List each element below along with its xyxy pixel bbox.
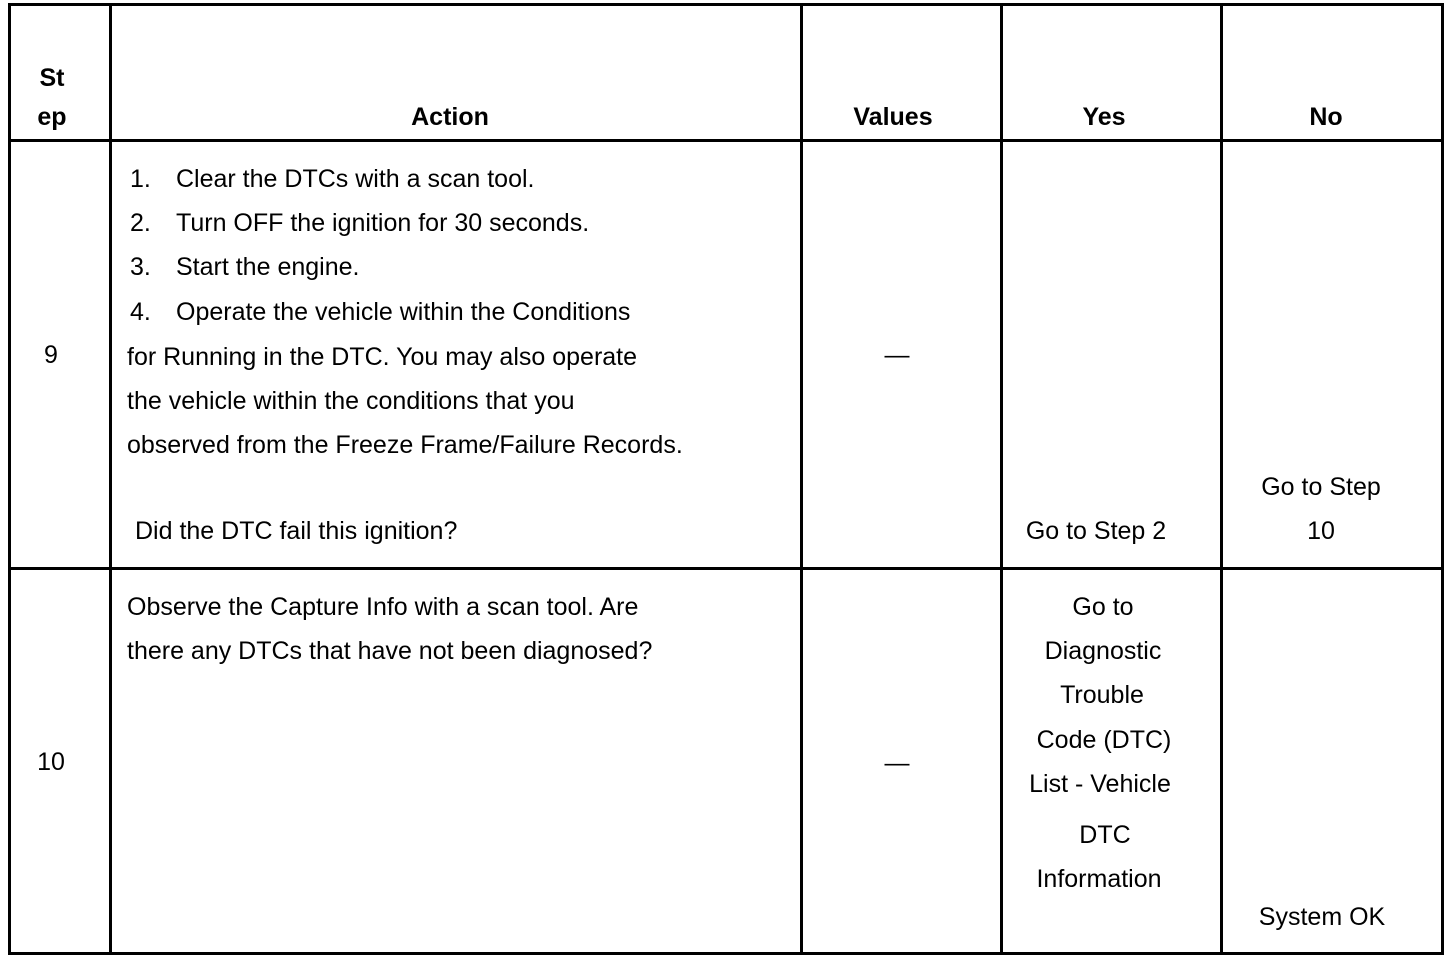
action-list-text: Clear the DTCs with a scan tool. xyxy=(176,165,535,193)
table-border-bottom xyxy=(8,952,1444,955)
no-cell: System OK xyxy=(1258,903,1386,931)
action-list-number: 1. xyxy=(130,165,151,193)
column-divider-step-action xyxy=(109,3,112,955)
column-divider-action-values xyxy=(800,3,803,955)
action-list-text: Operate the vehicle within the Conditions xyxy=(176,298,631,326)
header-step-line1: St xyxy=(39,64,65,92)
step-number: 10 xyxy=(37,748,65,776)
action-continuation-line: for Running in the DTC. You may also operate xyxy=(127,343,638,371)
yes-cell-line: Diagnostic xyxy=(1044,637,1162,665)
values-cell: — xyxy=(884,341,910,369)
header-yes: Yes xyxy=(1082,103,1126,131)
yes-cell: Go to Step 2 xyxy=(1025,517,1167,545)
column-divider-yes-no xyxy=(1220,3,1223,955)
action-list-item xyxy=(130,298,630,326)
action-continuation-line: observed from the Freeze Frame/Failure Records. xyxy=(127,431,683,459)
no-cell-line: 10 xyxy=(1307,517,1335,545)
yes-cell-line: List - Vehicle xyxy=(1029,770,1171,798)
action-list-item xyxy=(130,209,589,237)
yes-cell-line: DTC xyxy=(1079,821,1131,849)
action-list-text: Start the engine. xyxy=(176,253,360,281)
action-question: Did the DTC fail this ignition? xyxy=(135,517,458,545)
table-border-left xyxy=(8,3,11,955)
yes-cell-line: Code (DTC) xyxy=(1036,726,1172,754)
yes-cell-line: Information xyxy=(1036,865,1162,893)
action-list-number: 4. xyxy=(130,298,151,326)
header-step-line2: ep xyxy=(37,103,67,131)
header-no: No xyxy=(1309,103,1343,131)
row-9-divider xyxy=(8,567,1444,570)
action-list-text: Turn OFF the ignition for 30 seconds. xyxy=(176,209,590,237)
values-cell: — xyxy=(884,749,910,777)
action-list-number: 3. xyxy=(130,253,151,281)
action-list-number: 2. xyxy=(130,209,151,237)
step-number: 9 xyxy=(44,341,58,369)
header-row-divider xyxy=(8,139,1444,142)
table-border-top xyxy=(8,3,1444,6)
no-cell-line: Go to Step xyxy=(1261,473,1381,501)
action-line: Observe the Capture Info with a scan tool. Are xyxy=(127,593,639,621)
yes-cell-line: Trouble xyxy=(1060,681,1144,709)
header-action: Action xyxy=(411,103,489,131)
action-continuation-line: the vehicle within the conditions that you xyxy=(127,387,575,415)
header-values: Values xyxy=(853,103,933,131)
column-divider-values-yes xyxy=(1000,3,1003,955)
action-list-item xyxy=(130,165,534,193)
action-list-item xyxy=(130,253,359,281)
action-line: there any DTCs that have not been diagnosed? xyxy=(127,637,653,665)
yes-cell-line: Go to xyxy=(1072,593,1134,621)
table-border-right xyxy=(1441,3,1444,955)
